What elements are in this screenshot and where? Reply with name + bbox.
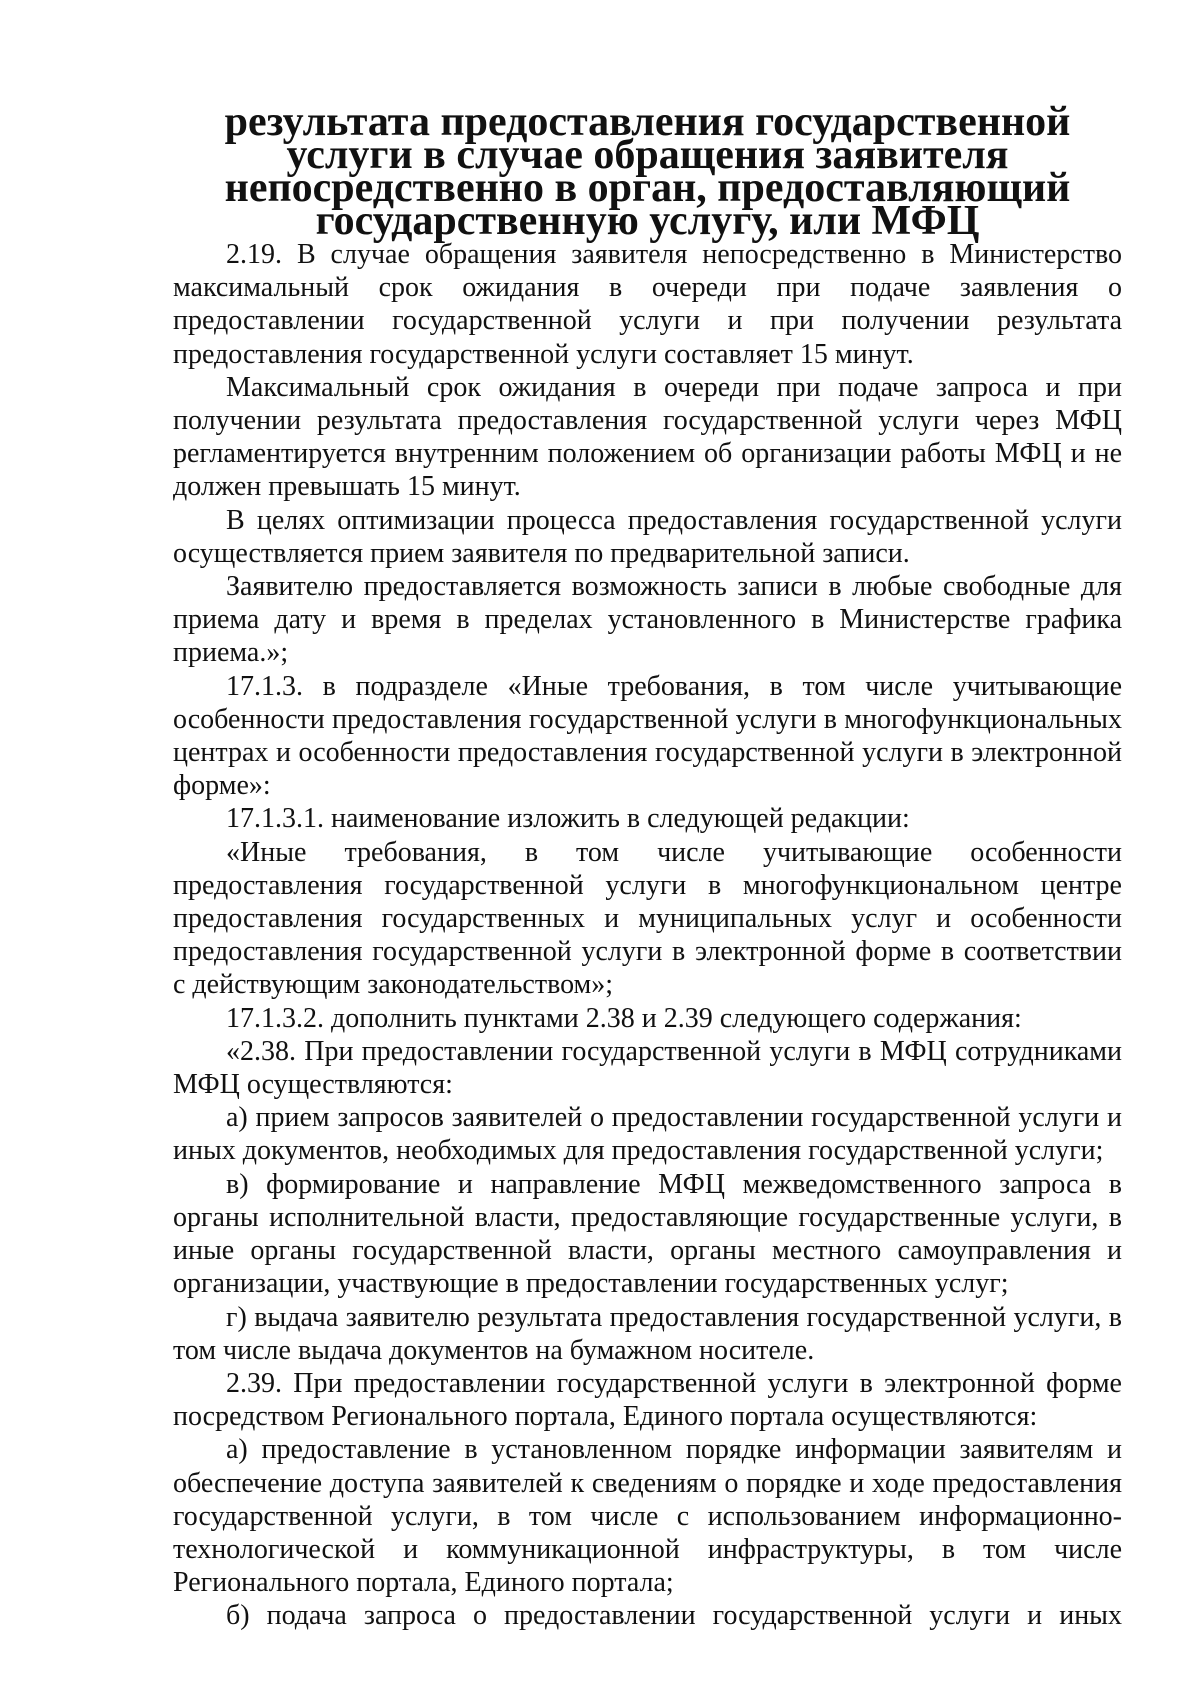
document-page [173, 99, 1122, 1633]
paragraph-17-1-3: 17.1.3. в подразделе «Иные требования, в том числе учитывающие особенности предоставления государственной услуги в многофункциональных центрах и особенности предоставления государственной услуги в электронной форме»: [173, 670, 1122, 802]
paragraph-17-1-3-2: 17.1.3.2. дополнить пунктами 2.38 и 2.39 следующего содержания: [226, 1002, 1022, 1034]
paragraph-optimization: В целях оптимизации процесса предоставления государственной услуги осуществляется прием заявителя по предварительной записи. [173, 504, 1122, 569]
paragraph-appointment: Заявителю предоставляется возможность записи в любые свободные для приема дату и время в пределах установленного в Министерстве графика приема.»; [173, 571, 1122, 669]
paragraph-2-39: 2.39. При предоставлении государственной услуги в электронной форме посредством Регионального портала, Единого портала осуществляются: [173, 1367, 1122, 1433]
list-item-g-2-38: г) выдача заявителю результата предоставления государственной услуги, в том числе выдача документов на бумажном носителе. [173, 1301, 1122, 1366]
paragraph-2-38: «2.38. При предоставлении государственной услуги в МФЦ сотрудниками МФЦ осуществляются: [173, 1035, 1122, 1101]
paragraph-2-19: 2.19. В случае обращения заявителя непосредственно в Министерство максимальный срок ожидания в очереди при подаче заявления о предоставлении государственной услуги и при получении результата предоставления государственной услуги составляет 15 минут. [173, 239, 1122, 370]
paragraph-new-title: «Иные требования, в том числе учитывающие особенности предоставления государственной услуги в многофункциональном центре предоставления государственных и муниципальных услуг и особенности предоставления государственной услуги в электронной форме в соответствии с действующим законодательством»; [173, 836, 1122, 1001]
paragraph-queue-time-mfc: Максимальный срок ожидания в очереди при подаче запроса и при получении результата предоставления государственной услуги через МФЦ регламентируется внутренним положением об организации работы МФЦ и не должен превышать 15 минут. [173, 371, 1122, 503]
paragraph-17-1-3-1: 17.1.3.1. наименование изложить в следующей редакции: [226, 803, 910, 835]
list-item-b-2-39: б) подача запроса о предоставлении государственной услуги и иных [226, 1600, 1122, 1632]
list-item-a-2-39: а) предоставление в установленном порядке информации заявителям и обеспечение доступа заявителей к сведениям о порядке и ходе предоставления государственной услуги, в том числе с использованием информационно-технологической и коммуникационной инфраструктуры, в том числе Регионального портала, Единого портала; [173, 1434, 1122, 1599]
section-heading: результата предоставления государственной услуги в случае обращения заявителя непосредственно в орган, предоставляющий государственную услугу, или МФЦ [224, 99, 1071, 244]
list-item-v-2-38: в) формирование и направление МФЦ межведомственного запроса в органы исполнительной власти, предоставляющие государственные услуги, в иные органы государственной власти, органы местного самоуправления и организации, участвующие в предоставлении государственных услуг; [173, 1168, 1122, 1300]
list-item-a-2-38: а) прием запросов заявителей о предоставлении государственной услуги и иных документов, необходимых для предоставления государственной услуги; [173, 1102, 1122, 1167]
